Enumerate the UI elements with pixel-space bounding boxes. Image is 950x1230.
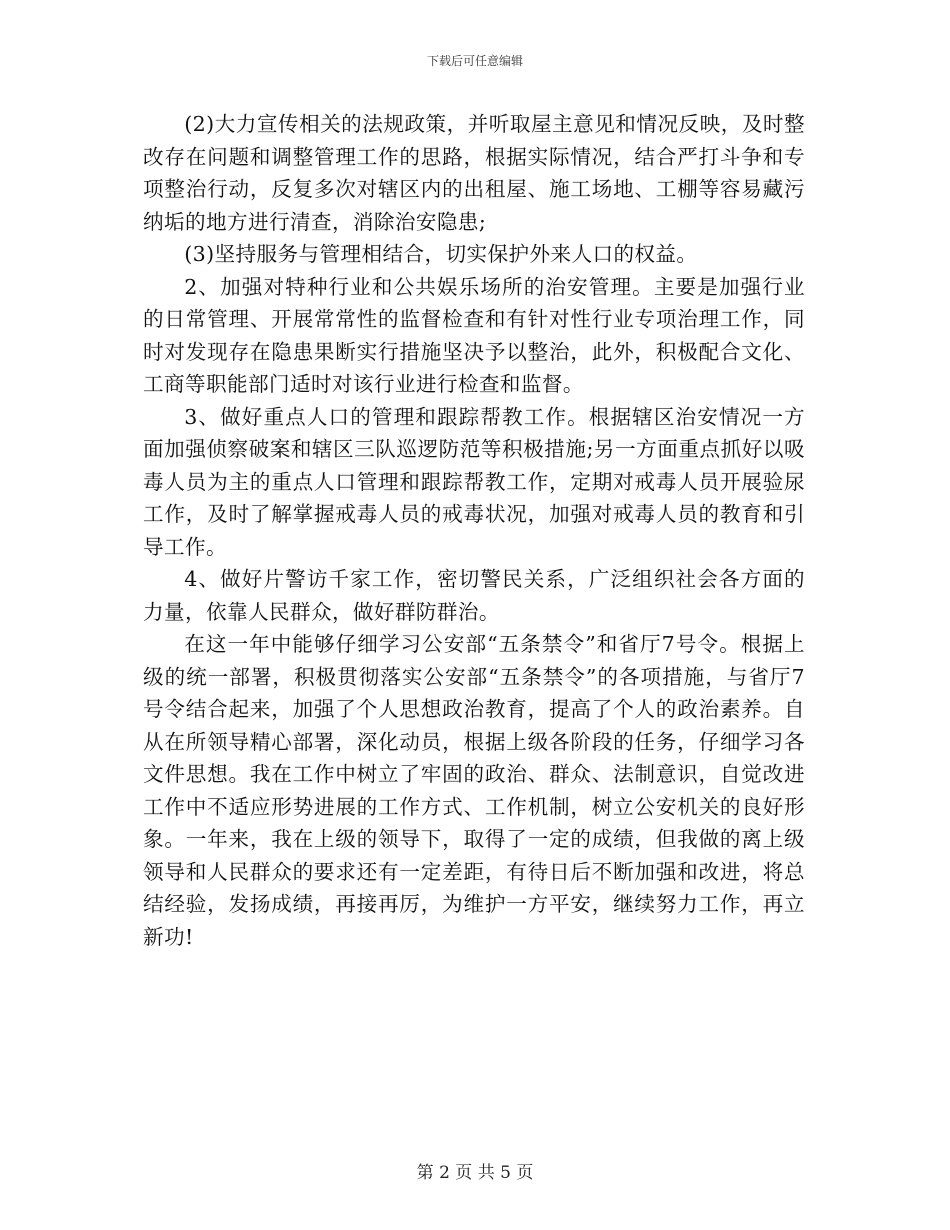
paragraph-key-population: 3、做好重点人口的管理和跟踪帮教工作。根据辖区治安情况一方面加强侦察破案和辖区三队巡逻防范等积极措施;另一方面重点抓好以吸毒人员为主的重点人口管理和跟踪帮教工作，定期对戒毒人员开展验尿工作，及时了解掌握戒毒人员的戒毒状况，加强对戒毒人员的教育和引导工作。 xyxy=(143,404,805,559)
document-body xyxy=(143,108,805,953)
paragraph-promote-regulations: (2)大力宣传相关的法规政策，并听取屋主意见和情况反映，及时整改存在问题和调整管理工作的思路，根据实际情况，结合严打斗争和专项整治行动，反复多次对辖区内的出租屋、施工场地、工棚等容易藏污纳垢的地方进行清查，消除治安隐患; xyxy=(143,112,805,234)
paragraph-special-industries: 2、加强对特种行业和公共娱乐场所的治安管理。主要是加强行业的日常管理、开展常常性的监督检查和有针对性行业专项治理工作，同时对发现存在隐患果断实行措施坚决予以整治，此外，积极配合文化、工商等职能部门适时对该行业进行检查和监督。 xyxy=(143,274,805,396)
paragraph-community-policing: 4、做好片警访千家工作，密切警民关系，广泛组织社会各方面的力量，依靠人民群众，做好群防群治。 xyxy=(143,567,805,624)
page-number: 第 2 页 共 5 页 xyxy=(416,1163,534,1183)
page-header-note: 下载后可任意编辑 xyxy=(426,54,523,68)
paragraph-annual-summary: 在这一年中能够仔细学习公安部“五条禁令”和省厅7号令。根据上级的统一部署，积极贯彻落实公安部“五条禁令”的各项措施，与省厅7号令结合起来，加强了个人思想政治教育，提高了个人的政治素养。自从在所领导精心部署，深化动员，根据上级各阶段的任务，仔细学习各文件思想。我在工作中树立了牢固的政治、群众、法制意识，自觉改进工作中不适应形势进展的工作方式、工作机制，树立公安机关的良好形象。一年来，我在上级的领导下，取得了一定的成绩，但我做的离上级领导和人民群众的要求还有一定差距，有待日后不断加强和改进，将总结经验，发扬成绩，再接再厉，为维护一方平安，继续努力工作，再立新功! xyxy=(143,632,805,949)
paragraph-service-management: (3)坚持服务与管理相结合，切实保护外来人口的权益。 xyxy=(184,242,698,266)
